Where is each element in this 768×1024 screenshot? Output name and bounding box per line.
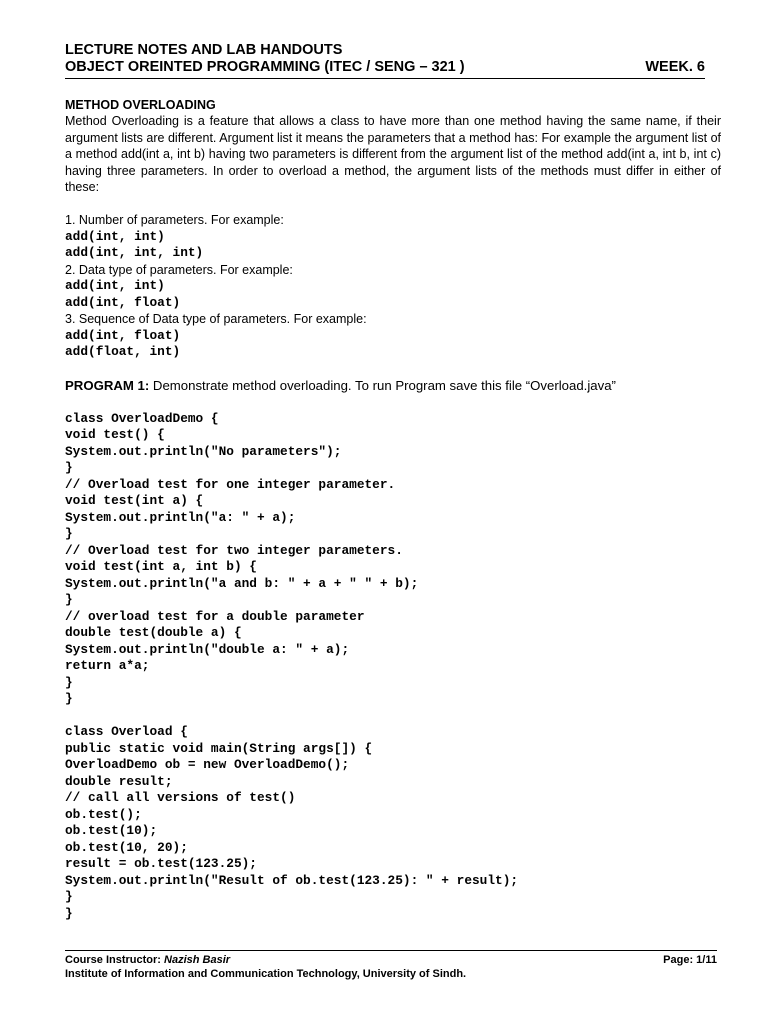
- week-label: WEEK. 6: [645, 59, 705, 75]
- program-label: PROGRAM 1:: [65, 378, 150, 394]
- code-line: add(int, float): [65, 294, 181, 310]
- code-line: }: [65, 460, 73, 476]
- code-block-overload-main: [65, 724, 721, 922]
- header-line-1: [65, 42, 705, 59]
- code-line: add(int, int): [65, 278, 165, 294]
- document-body: [65, 97, 721, 922]
- code-line: class Overload {: [65, 724, 188, 740]
- course-title: OBJECT OREINTED PROGRAMMING (ITEC / SENG – 321 ): [65, 59, 465, 75]
- code-line: class OverloadDemo {: [65, 410, 219, 426]
- instructor-label: Course Instructor:: [65, 954, 161, 966]
- code-line: }: [65, 905, 73, 921]
- instructor: [65, 953, 230, 967]
- code-line: }: [65, 889, 73, 905]
- footer-rule: [65, 950, 717, 951]
- section-heading: METHOD OVERLOADING: [65, 98, 216, 112]
- code-line: System.out.println("a and b: " + a + " " + b);: [65, 575, 419, 591]
- rule-2-label: 2. Data type of parameters. For example:: [65, 262, 293, 277]
- code-line: ob.test();: [65, 806, 142, 822]
- code-line: System.out.println("double a: " + a);: [65, 641, 350, 657]
- code-line: System.out.println("a: " + a);: [65, 509, 296, 525]
- code-line: }: [65, 526, 73, 542]
- code-line: void test(int a) {: [65, 493, 204, 509]
- footer-row-2: [65, 967, 717, 981]
- institute-name: Institute of Information and Communication Technology, University of Sindh.: [65, 968, 467, 980]
- code-line: add(int, int, int): [65, 245, 204, 261]
- instructor-name: Nazish Basir: [164, 954, 231, 966]
- code-line: }: [65, 592, 73, 608]
- code-line: // overload test for a double parameter: [65, 608, 365, 624]
- rule-3-label: 3. Sequence of Data type of parameters. For example:: [65, 312, 367, 327]
- code-line: double result;: [65, 773, 173, 789]
- code-block-overload-demo: [65, 411, 721, 708]
- code-line: result = ob.test(123.25);: [65, 856, 257, 872]
- page-footer: [65, 950, 717, 981]
- page-number: Page: 1/11: [663, 954, 717, 966]
- code-line: // call all versions of test(): [65, 790, 296, 806]
- code-line: void test(int a, int b) {: [65, 559, 257, 575]
- code-line: System.out.println("No parameters");: [65, 443, 342, 459]
- rules-list: [65, 212, 721, 361]
- code-line: }: [65, 674, 73, 690]
- code-line: add(int, int): [65, 228, 165, 244]
- code-line: OverloadDemo ob = new OverloadDemo();: [65, 757, 350, 773]
- program-description: Demonstrate method overloading. To run Program save this file “Overload.java”: [149, 378, 616, 394]
- rule-1-label: 1. Number of parameters. For example:: [65, 213, 284, 228]
- page-header: [65, 42, 705, 79]
- code-line: // Overload test for two integer parameters.: [65, 542, 403, 558]
- code-line: System.out.println("Result of ob.test(123.25): " + result);: [65, 872, 519, 888]
- code-line: // Overload test for one integer parameter.: [65, 476, 396, 492]
- header-line-2: [65, 59, 705, 76]
- program-heading: [65, 377, 721, 394]
- footer-row-1: [65, 953, 717, 967]
- code-line: public static void main(String args[]) {: [65, 740, 373, 756]
- code-line: ob.test(10);: [65, 823, 158, 839]
- code-line: add(int, float): [65, 327, 181, 343]
- code-line: double test(double a) {: [65, 625, 242, 641]
- header-rule: [65, 78, 705, 79]
- code-line: ob.test(10, 20);: [65, 839, 188, 855]
- code-line: return a*a;: [65, 658, 150, 674]
- header-title: LECTURE NOTES AND LAB HANDOUTS: [65, 42, 343, 58]
- code-line: void test() {: [65, 427, 165, 443]
- code-line: add(float, int): [65, 344, 181, 360]
- section-paragraph: Method Overloading is a feature that allows a class to have more than one method having the same name, if their argument lists are different. Argument list it means the parameters that a method has: For example the argument list of a method add(int a, int b) having two parameters is different from the argument list of the method add(int a, int b, int c) having three parameters. In order to overload a method, the argument lists of the methods must differ in either of these:: [65, 114, 721, 195]
- code-line: }: [65, 691, 73, 707]
